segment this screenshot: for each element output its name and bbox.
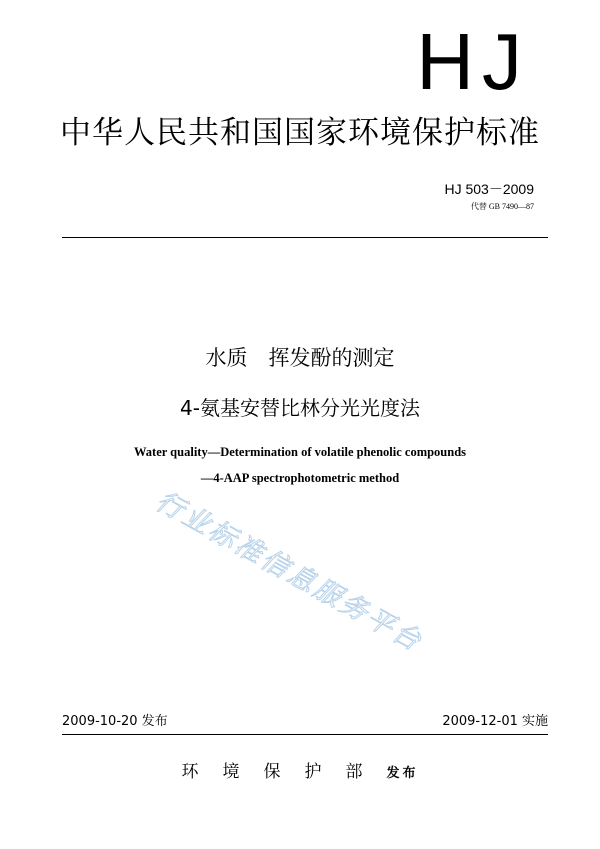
header-divider [62, 237, 548, 238]
footer-divider [62, 734, 548, 735]
replaces-standard: 代替 GB 7490—87 [470, 202, 534, 211]
title-chinese-line-1: 水质 挥发酚的测定 [205, 346, 395, 370]
issuing-agency-title: 中华人民共和国国家环境保护标准 [60, 115, 540, 151]
standard-logo: HJ [416, 17, 530, 106]
title-english-line-2: —4-AAP spectrophotometric method [200, 471, 400, 485]
issuer-line [0, 764, 600, 781]
standard-number: HJ 503－2009 [444, 181, 534, 197]
issue-date: 2009-10-20 发布 [62, 714, 168, 729]
implementation-date: 2009-12-01 实施 [442, 714, 548, 729]
issuer-verb: 发布 [386, 766, 419, 781]
watermark-text: 行业标准信息服务平台 [150, 485, 429, 659]
title-english-line-1: Water quality—Determination of volatile phenolic compounds [133, 445, 467, 459]
title-chinese-line-2: 4-氨基安替比林分光光度法 [180, 396, 420, 420]
issuer-organization: 环境保护部 [181, 762, 387, 782]
